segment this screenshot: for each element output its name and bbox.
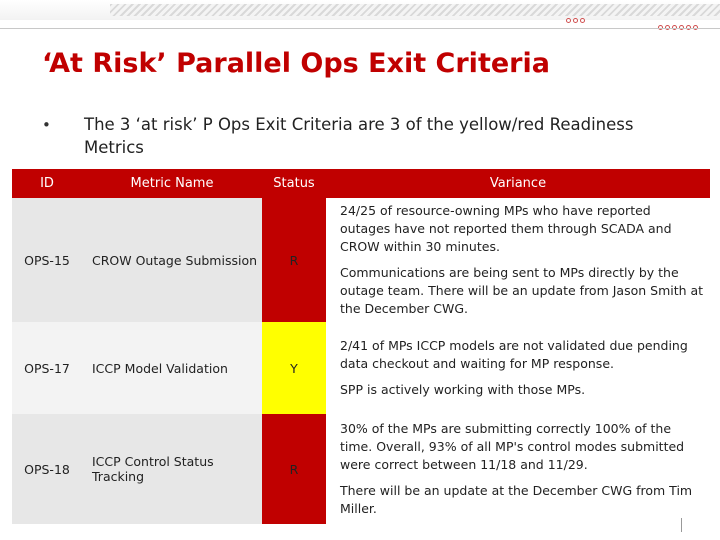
table-row xyxy=(12,198,710,322)
metric-id: OPS-15 xyxy=(12,198,82,322)
status-badge: Y xyxy=(262,322,326,414)
metric-name: CROW Outage Submission xyxy=(82,198,262,322)
variance-cell xyxy=(326,414,710,524)
variance-text: 2/41 of MPs ICCP models are not validated due pending data checkout and waiting for MP response. xyxy=(340,338,688,371)
decorative-stripes xyxy=(110,4,720,16)
status-badge: R xyxy=(262,198,326,322)
status-badge: R xyxy=(262,414,326,524)
header-divider xyxy=(0,28,720,29)
variance-text: There will be an update at the December CWG from Tim Miller. xyxy=(340,483,693,516)
variance-text: 30% of the MPs are submitting correctly 100% of the time. Overall, 93% of all MP's control modes submitted were correct between 11/18 and 11/29. xyxy=(340,421,685,472)
metric-name: ICCP Model Validation xyxy=(82,322,262,414)
column-header-id: ID xyxy=(12,169,82,198)
page-marker xyxy=(681,518,682,532)
decorative-dots xyxy=(566,18,585,23)
table-row xyxy=(12,322,710,414)
variance-cell xyxy=(326,198,710,322)
table-row xyxy=(12,414,710,524)
table-header-row xyxy=(12,169,710,198)
variance-cell xyxy=(326,322,710,414)
column-header-status: Status xyxy=(262,169,326,198)
variance-text: Communications are being sent to MPs directly by the outage team. There will be an update from Jason Smith at the December CWG. xyxy=(340,265,704,316)
column-header-metric-name: Metric Name xyxy=(82,169,262,198)
slide-title: ‘At Risk’ Parallel Ops Exit Criteria xyxy=(42,48,550,79)
metric-id: OPS-17 xyxy=(12,322,82,414)
column-header-variance: Variance xyxy=(326,169,710,198)
bullet-text: The 3 ‘at risk’ P Ops Exit Criteria are 3 of the yellow/red Readiness Metrics xyxy=(84,115,634,157)
metric-name: ICCP Control Status Tracking xyxy=(82,414,262,524)
variance-text: 24/25 of resource-owning MPs who have reported outages have not reported them through SCADA and CROW within 30 minutes. xyxy=(340,203,672,254)
bullet-icon: • xyxy=(42,116,51,134)
metric-id: OPS-18 xyxy=(12,414,82,524)
metrics-table xyxy=(12,169,710,524)
variance-text: SPP is actively working with those MPs. xyxy=(340,382,586,397)
